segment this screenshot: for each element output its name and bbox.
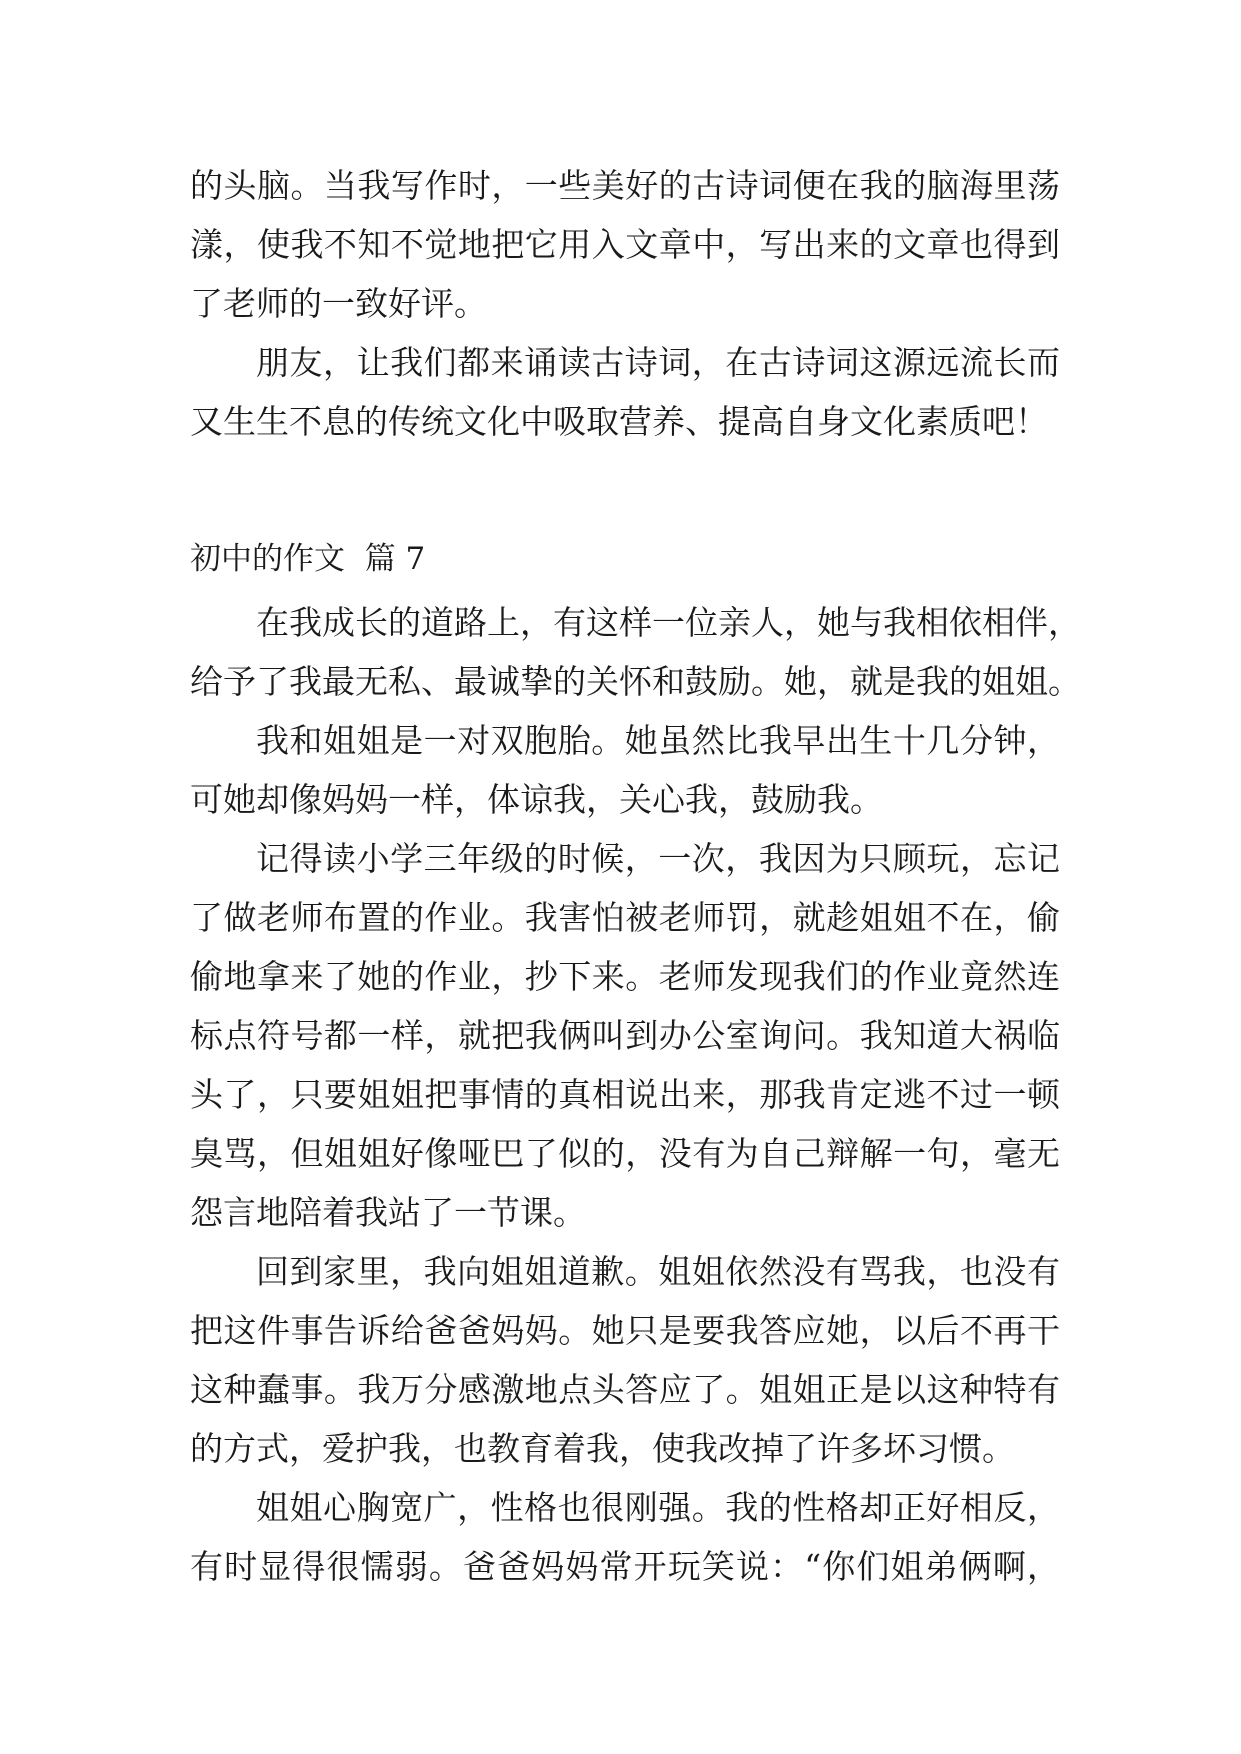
text-line: 了做老师布置的作业。我害怕被老师罚，就趁姐姐不在，偷 [190, 898, 1060, 937]
paragraph [190, 829, 1060, 1242]
section-gap [190, 451, 1060, 510]
text-line: 漾，使我不知不觉地把它用入文章中，写出来的文章也得到 [190, 225, 1060, 264]
text-line: 把这件事告诉给爸爸妈妈。她只是要我答应她，以后不再干 [190, 1311, 1060, 1350]
text-line: 这种蠢事。我万分感激地点头答应了。姐姐正是以这种特有 [190, 1370, 1060, 1409]
paragraphs-before [190, 156, 1060, 451]
paragraph [190, 711, 1060, 829]
paragraph [190, 593, 1081, 711]
text-line: 了老师的一致好评。 [190, 284, 487, 323]
text-line: 怨言地陪着我站了一节课。 [190, 1193, 586, 1232]
text-line: 又生生不息的传统文化中吸取营养、提高自身文化素质吧！ [190, 402, 1048, 441]
text-line: 臭骂，但姐姐好像哑巴了似的，没有为自己辩解一句，毫无 [190, 1134, 1060, 1173]
text-line: 朋友，让我们都来诵读古诗词，在古诗词这源远流长而 [256, 343, 1060, 382]
text-line: 的方式，爱护我，也教育着我，使我改掉了许多坏习惯。 [190, 1429, 1015, 1468]
text-line: 可她却像妈妈一样，体谅我，关心我，鼓励我。 [190, 780, 883, 819]
text-line: 记得读小学三年级的时候，一次，我因为只顾玩，忘记 [256, 839, 1060, 878]
text-line: 在我成长的道路上，有这样一位亲人，她与我相依相伴， [256, 603, 1081, 642]
section-heading: 初中的作文 篇 7 [190, 541, 426, 577]
text-line: 有时显得很懦弱。爸爸妈妈常开玩笑说：“你们姐弟俩啊， [190, 1547, 1060, 1586]
text-line: 姐姐心胸宽广，性格也很刚强。我的性格却正好相反， [256, 1488, 1060, 1527]
paragraph [190, 156, 1060, 333]
text-line: 回到家里，我向姐姐道歉。姐姐依然没有骂我，也没有 [256, 1252, 1060, 1291]
text-line: 标点符号都一样，就把我俩叫到办公室询问。我知道大祸临 [190, 1016, 1060, 1055]
paragraph [190, 1478, 1060, 1596]
paragraph [190, 1242, 1060, 1478]
text-line: 的头脑。当我写作时，一些美好的古诗词便在我的脑海里荡 [190, 166, 1060, 205]
paragraphs-after [190, 593, 1081, 1596]
document-page [190, 156, 1081, 1596]
paragraph [190, 333, 1060, 451]
text-line: 偷地拿来了她的作业，抄下来。老师发现我们的作业竟然连 [190, 957, 1060, 996]
text-line: 我和姐姐是一对双胞胎。她虽然比我早出生十几分钟， [256, 721, 1060, 760]
text-line: 头了，只要姐姐把事情的真相说出来，那我肯定逃不过一顿 [190, 1075, 1060, 1114]
text-line: 给予了我最无私、最诚挚的关怀和鼓励。她，就是我的姐姐。 [190, 662, 1081, 701]
